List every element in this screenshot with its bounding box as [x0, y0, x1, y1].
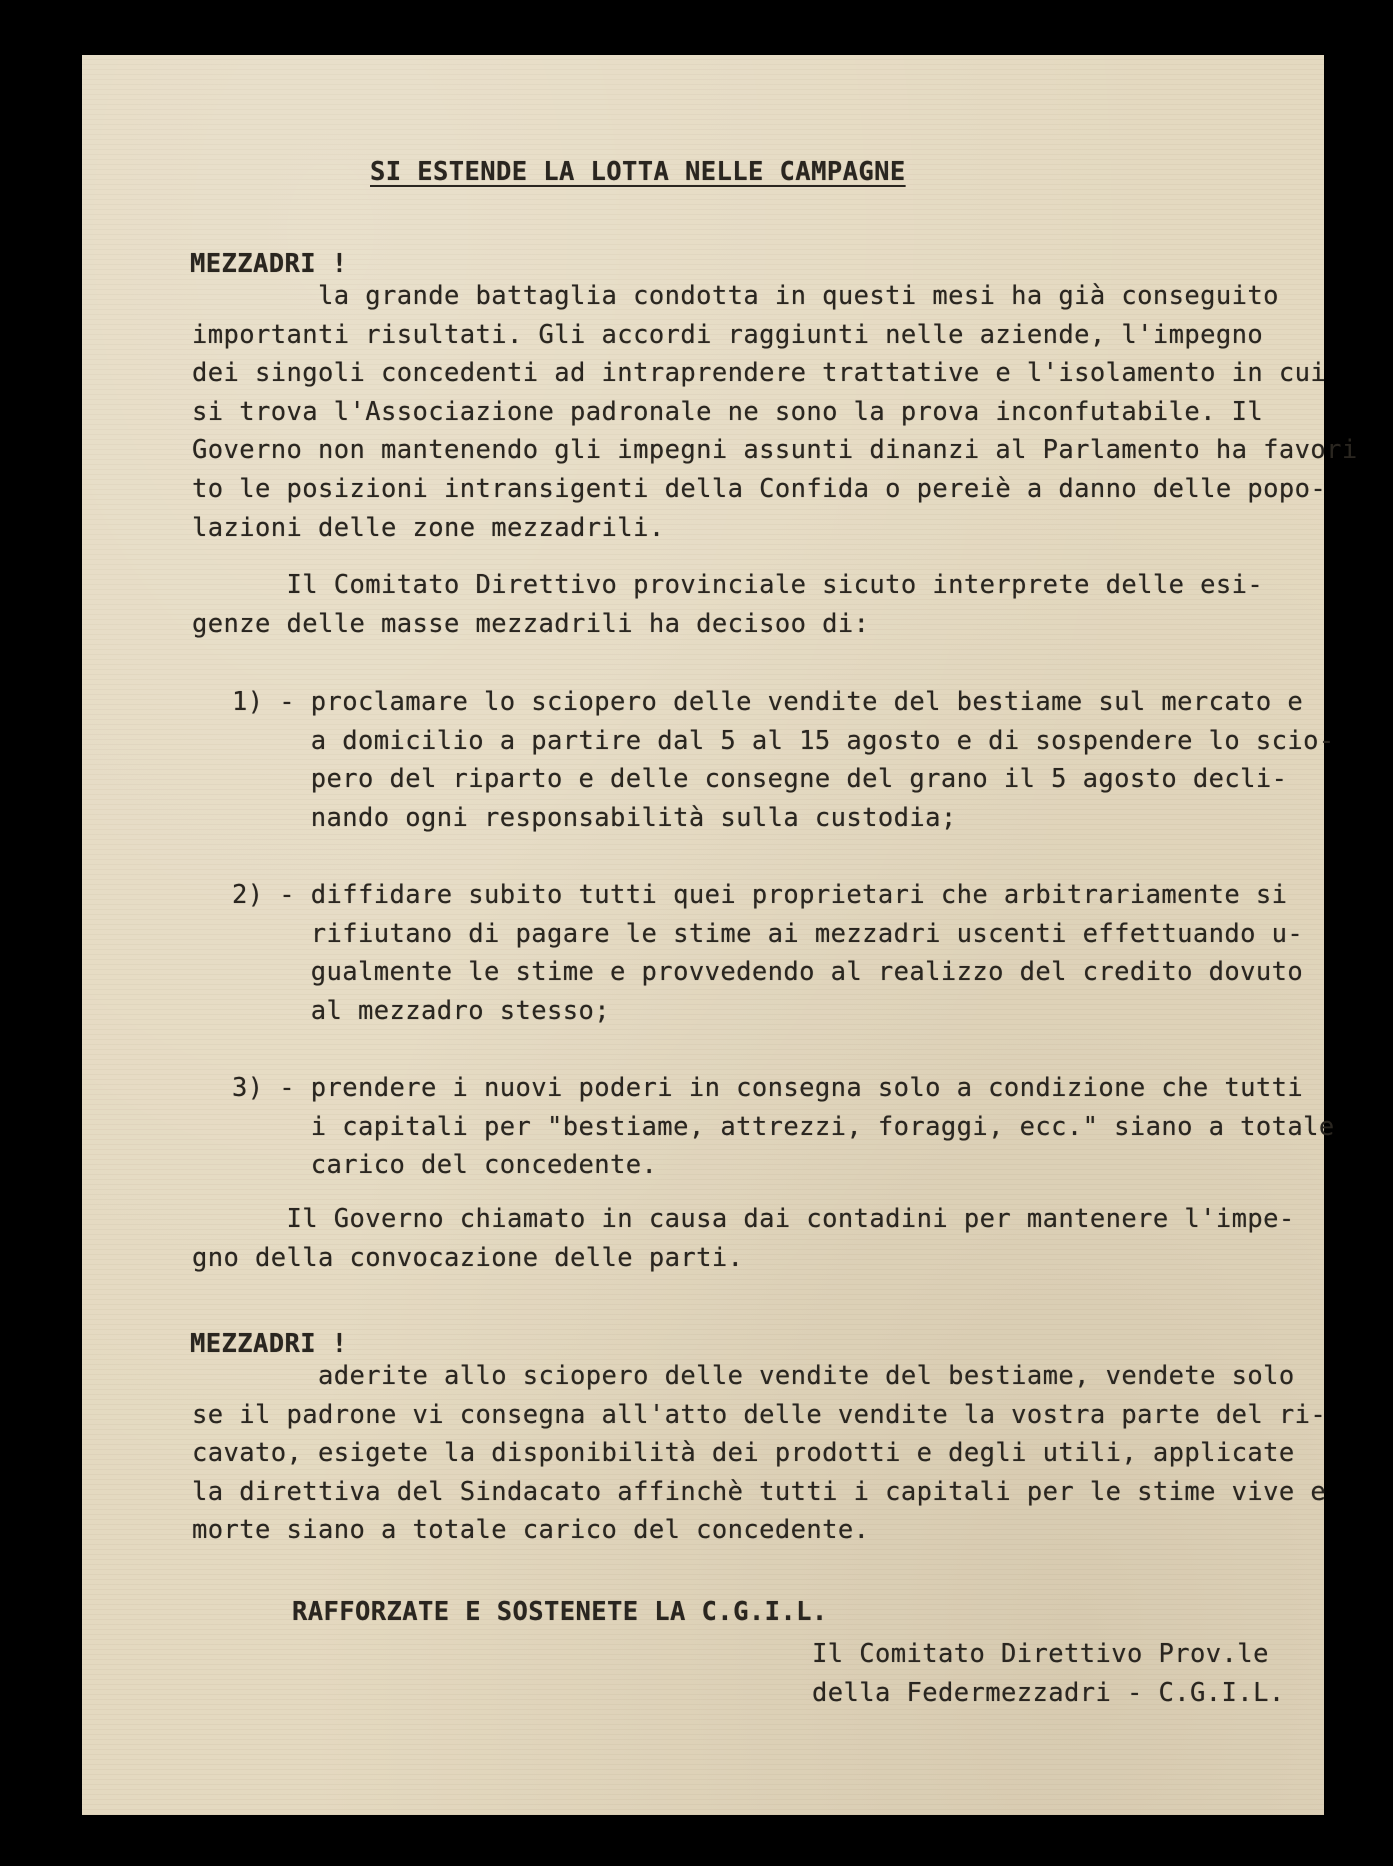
address-heading-second: MEZZADRI !: [190, 1329, 348, 1359]
paragraph-battle-results: la grande battaglia condotta in questi mesi ha già conseguito importanti risultati. Gli accordi raggiunti nelle aziende, l'impegno dei singoli concedenti ad intraprendere trattative e l'isolamento in cui si trova l'Associazione padronale ne sono la prova inconfutabile. Il Governo non mantenendo gli impegni assunti dinanzi al Parlamento ha favori to le posizioni intransigenti della Confida o pereiè a danno delle popo- lazioni delle zone mezzadrili.: [192, 281, 1358, 543]
paragraph-committee-decision: Il Comitato Direttivo provinciale sicuto interprete delle esi- genze delle masse mezzadrili ha decisoo di:: [192, 570, 1264, 639]
signature-block: Il Comitato Direttivo Prov.le della Federmezzadri - C.G.I.L.: [812, 1639, 1285, 1708]
paragraph-government: Il Governo chiamato in causa dai contadini per mantenere l'impe- gno della convocazione delle parti.: [192, 1204, 1295, 1273]
closing-slogan: RAFFORZATE E SOSTENETE LA C.G.I.L.: [292, 1597, 828, 1627]
document-title: SI ESTENDE LA LOTTA NELLE CAMPAGNE: [370, 157, 906, 187]
address-heading-first: MEZZADRI !: [190, 249, 348, 279]
paragraph-strike-call: aderite allo sciopero delle vendite del bestiame, vendete solo se il padrone vi consegna all'atto delle vendite la vostra parte del ri- cavato, esigete la disponibilità dei prodotti e degli utili, applicate la direttiva del Sindacato affinchè tutti i capitali per le stime vive e morte siano a totale carico del concedente.: [192, 1361, 1327, 1546]
decision-list: 1) - proclamare lo sciopero delle vendite del bestiame sul mercato e a domicilio a partire dal 5 al 15 agosto e di sospendere lo scio- pero del riparto e delle consegne del grano il 5 agosto decli- nando ogni responsabilità sulla custodia; 2) - diffidare subito tutti quei proprietari che arbitrariamente si rifiutano di pagare le stime ai mezzadri uscenti effettuando u- gualmente le stime e provvedendo al realizzo del credito dovuto al mezzadro stesso; 3) - prendere i nuovi poderi in consegna solo a condizione che tutti i capitali per "bestiame, attrezzi, foraggi, ecc." siano a totale carico del concedente.: [232, 687, 1335, 1181]
typed-leaflet-sheet: [82, 55, 1358, 1815]
